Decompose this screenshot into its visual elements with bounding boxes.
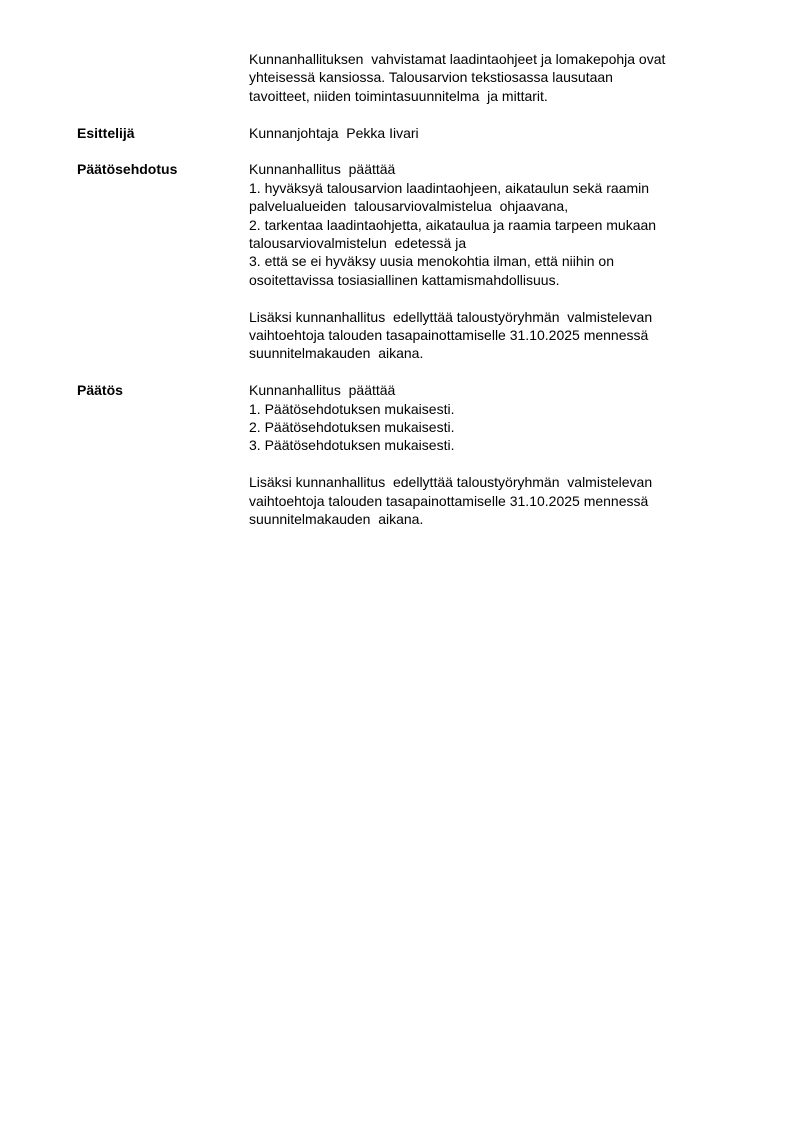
paatosehdotus-line: talousarviovalmistelun edetessä ja	[249, 235, 467, 252]
intro-text	[249, 50, 729, 105]
paatosehdotus-extra-line: Lisäksi kunnanhallitus edellyttää taloustyöryhmän valmistelevan	[249, 308, 653, 325]
paatosehdotus-extra-line: suunnitelmakauden aikana.	[249, 345, 424, 362]
paatos-line: 1. Päätösehdotuksen mukaisesti.	[249, 400, 455, 417]
paatos-text	[249, 381, 729, 528]
paatosehdotus-label: Päätösehdotus	[77, 161, 178, 178]
paatosehdotus-extra-line: vaihtoehtoja talouden tasapainottamiselle 31.10.2025 mennessä	[249, 327, 649, 344]
intro-line: yhteisessä kansiossa. Talousarvion tekstiosassa lausutaan	[249, 69, 613, 86]
document-page	[0, 50, 794, 547]
esittelija-value: Kunnanjohtaja Pekka Iivari	[249, 124, 419, 141]
paragraph-gap	[249, 455, 729, 473]
paatosehdotus-line: palvelualueiden talousarviovalmistelua ohjaavana,	[249, 198, 569, 215]
paatos-line: 2. Päätösehdotuksen mukaisesti.	[249, 419, 455, 436]
paatosehdotus-line: 1. hyväksyä talousarvion laadintaohjeen, aikataulun sekä raamin	[249, 179, 650, 196]
intro-section	[0, 50, 794, 105]
esittelija-label: Esittelijä	[77, 124, 135, 141]
paatosehdotus-line: 3. että se ei hyväksy uusia menokohtia ilman, että niihin on	[249, 253, 614, 270]
paatos-section	[0, 381, 794, 528]
paatos-extra-line: suunnitelmakauden aikana.	[249, 511, 424, 528]
paatos-label: Päätös	[77, 382, 123, 399]
intro-line: Kunnanhallituksen vahvistamat laadintaohjeet ja lomakepohja ovat	[249, 51, 666, 67]
paragraph-gap	[249, 289, 729, 307]
paatos-extra-line: Lisäksi kunnanhallitus edellyttää taloustyöryhmän valmistelevan	[249, 474, 653, 491]
paatosehdotus-line: 2. tarkentaa laadintaohjetta, aikataulua ja raamia tarpeen mukaan	[249, 216, 657, 233]
paatos-line: 3. Päätösehdotuksen mukaisesti.	[249, 437, 455, 454]
paatosehdotus-line: Kunnanhallitus päättää	[249, 161, 396, 178]
paatosehdotus-section	[0, 160, 794, 362]
esittelija-text	[249, 124, 729, 142]
paatos-extra-line: vaihtoehtoja talouden tasapainottamiselle 31.10.2025 mennessä	[249, 492, 649, 509]
intro-line: tavoitteet, niiden toimintasuunnitelma ja mittarit.	[249, 87, 548, 104]
esittelija-section	[0, 124, 794, 142]
paatos-line: Kunnanhallitus päättää	[249, 382, 396, 399]
paatosehdotus-line: osoitettavissa tosiasiallinen kattamismahdollisuus.	[249, 271, 560, 288]
paatosehdotus-text	[249, 160, 729, 362]
